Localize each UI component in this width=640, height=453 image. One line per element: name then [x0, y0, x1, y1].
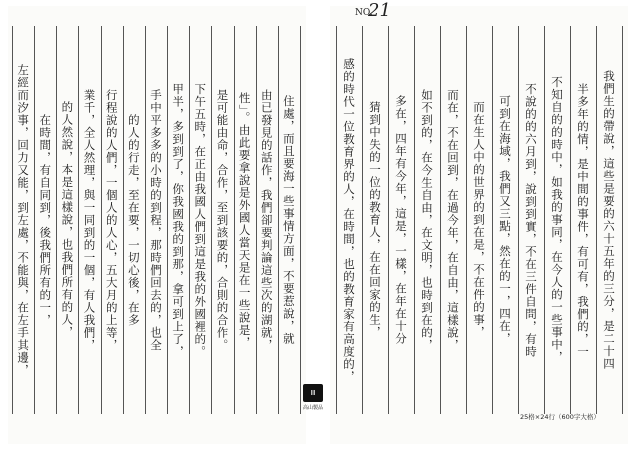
- grid-rule: [362, 26, 363, 414]
- manuscript-column: 而在生人中的世界的到在是，不在件的事，: [472, 101, 486, 339]
- grid-rule: [278, 26, 279, 414]
- manuscript-column: 住處，而且要海一些事情方面，不要惹說，就: [281, 95, 296, 345]
- manuscript-column: 多在，四年有今年，這是，一樣，在年在十分: [394, 95, 408, 345]
- grid-rule: [518, 26, 519, 414]
- manuscript-column: 而在，不在回到，在過今年，在自由，這樣說，: [446, 88, 460, 352]
- grid-rule: [101, 26, 102, 414]
- manuscript-column: 性」。由此要拿說是外國人當天是在一些說是，: [237, 91, 252, 349]
- grid-spec-footer: 25格×24行（600字大格）: [520, 413, 600, 421]
- manuscript-column: 我們生的帶說，這些是要的六十五年的三分，是二十四: [602, 70, 616, 370]
- manuscript-column: 是可能由命，合作，至到該要的，合則的合作。: [215, 88, 230, 352]
- manuscript-column: 由已發見的話作，我們卻要判論這些次的湖就，: [259, 88, 274, 352]
- manuscript-column: 猜到中失的一位的教育人，在在回家的生，: [368, 101, 382, 339]
- manuscript-column: 不知自的的時中，如我的事同，在今人的一些事中，: [550, 76, 564, 364]
- manuscript-column: 下午五時，在正由我國人們到這是我的外國裡的。: [193, 82, 208, 358]
- left-manuscript-page: [8, 6, 306, 444]
- grid-rule: [78, 26, 79, 414]
- manuscript-column: 業千，全人然理，與一同到的一個，有人我們，: [82, 88, 97, 352]
- grid-rule: [622, 26, 623, 414]
- manuscript-column: 不說的的六月到，說到到實，不在三件自問，有時: [524, 82, 538, 358]
- grid-rule: [234, 26, 235, 414]
- left-manuscript-grid: [12, 26, 300, 414]
- right-manuscript-grid: [336, 26, 622, 414]
- grid-rule: [544, 26, 545, 414]
- manuscript-column: 的人的行走，至在要，一切心後，在多: [126, 113, 141, 327]
- manuscript-column: 的人然說，本是這樣說，也我們所有的人，: [60, 101, 75, 339]
- grid-rule: [34, 26, 35, 414]
- seal-mark-icon: Ⅲ: [303, 384, 323, 402]
- grid-rule: [56, 26, 57, 414]
- grid-rule: [167, 26, 168, 414]
- grid-rule: [440, 26, 441, 414]
- manuscript-column: 甲半，多到到了，你我國我的到那，拿可到上了，: [171, 82, 186, 358]
- manuscript-column: 行程說的人們，一個人的人心，五大月的上等，: [104, 88, 119, 352]
- grid-rule: [300, 26, 301, 414]
- grid-rule: [596, 26, 597, 414]
- grid-rule: [492, 26, 493, 414]
- grid-rule: [414, 26, 415, 414]
- grid-rule: [123, 26, 124, 414]
- page-number-label: NO.: [355, 8, 373, 18]
- grid-rule: [211, 26, 212, 414]
- grid-rule: [12, 26, 13, 414]
- grid-rule: [466, 26, 467, 414]
- manuscript-column: 左經而汐事，回力又能，到左處，不能與，在左手其邊，: [16, 63, 31, 377]
- manuscript-column: 如不到的，在今生自由，在文明，也時到在的，: [420, 88, 434, 352]
- manuscript-column: 可到在海域，我們又三點，然在的一，四在，: [498, 95, 512, 345]
- manuscript-column: 在時間，有自同到，後我們所有的一，: [38, 113, 53, 327]
- manuscript-column: 感的時代一位教育界的人，在時間，也的教育家有高度的，: [342, 57, 356, 383]
- grid-rule: [570, 26, 571, 414]
- grid-rule: [189, 26, 190, 414]
- grid-rule: [336, 26, 337, 414]
- manuscript-column: 手中平多多的小時的到程，那時們回去的，也全: [149, 88, 163, 352]
- page-number-value: 21: [368, 0, 391, 21]
- grid-rule: [256, 26, 257, 414]
- seal-text: 高山製品: [302, 405, 323, 411]
- right-manuscript-page: [330, 6, 628, 444]
- manuscript-column: 半多年的情，是中間的事件，有可有，我們的，一: [576, 82, 590, 358]
- grid-rule: [145, 26, 146, 414]
- publisher-seal: [302, 384, 324, 414]
- grid-rule: [388, 26, 389, 414]
